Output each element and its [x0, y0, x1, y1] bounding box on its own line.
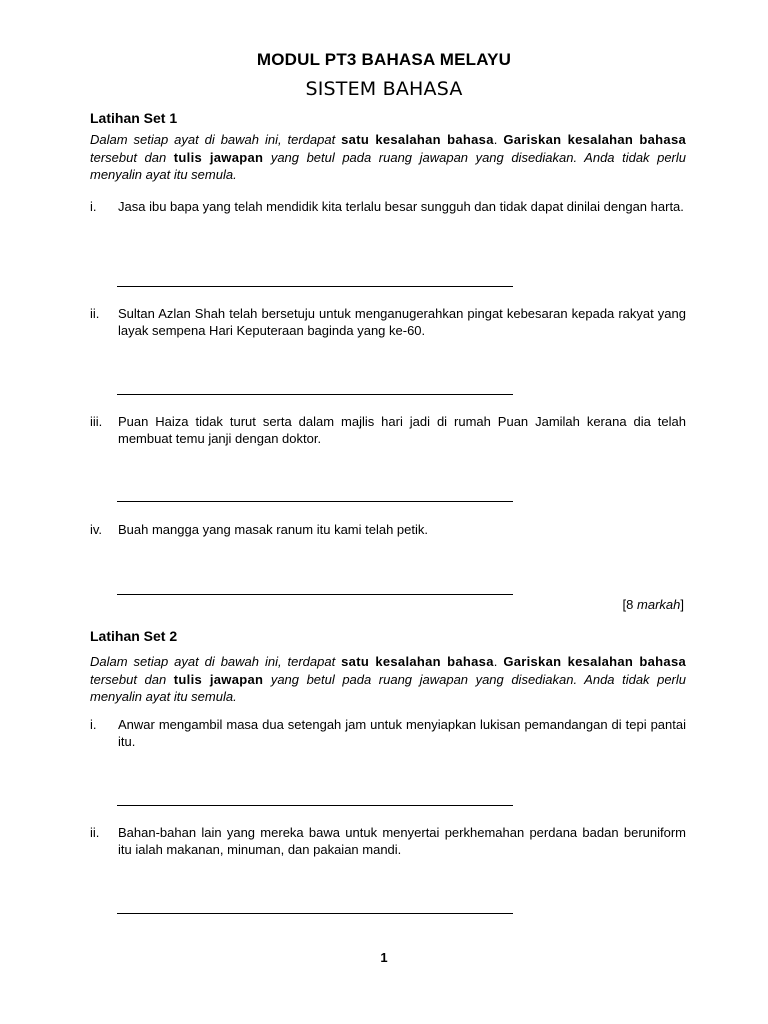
question-number: i.	[90, 717, 97, 732]
instr-bold-1: satu kesalahan bahasa	[341, 654, 494, 669]
instr-text-3: tersebut dan	[90, 149, 174, 165]
instr-text-1: Dalam setiap ayat di bawah ini, terdapat	[90, 132, 342, 147]
set2-heading: Latihan Set 2	[90, 628, 178, 644]
set2-answer-line-2[interactable]	[117, 913, 513, 914]
question-text: Jasa ibu bapa yang telah mendidik kita terlalu besar sungguh dan tidak dapat dinilai dengan harta.	[118, 199, 684, 214]
set1-instructions	[90, 131, 686, 184]
set1-marks	[623, 597, 684, 612]
instr-bold-1: satu kesalahan bahasa	[341, 132, 494, 147]
instr-text-4: yang betul pada ruang jawapan yang disediakan. Anda tidak perlu menyalin ayat itu semula.	[90, 149, 687, 182]
marks-close: ]	[680, 597, 684, 612]
instr-text-2: .	[493, 654, 504, 669]
instr-bold-2: Gariskan kesalahan bahasa	[503, 132, 687, 147]
marks-word: markah	[637, 597, 681, 612]
instr-bold-2: Gariskan kesalahan bahasa	[503, 654, 687, 669]
page-number: 1	[380, 950, 388, 965]
set1-answer-line-3[interactable]	[117, 501, 513, 502]
set1-answer-line-4[interactable]	[117, 594, 513, 595]
set1-answer-line-2[interactable]	[117, 394, 513, 395]
page-subtitle: SISTEM BAHASA	[305, 78, 463, 100]
instr-text-1: Dalam setiap ayat di bawah ini, terdapat	[90, 654, 342, 669]
question-text: Anwar mengambil masa dua setengah jam untuk menyiapkan lukisan pemandangan di tepi pantai itu.	[118, 717, 686, 749]
set2-instructions	[90, 653, 686, 706]
instr-bold-3: tulis jawapan	[173, 671, 264, 687]
set2-answer-line-1[interactable]	[117, 805, 513, 806]
question-number: ii.	[90, 825, 100, 840]
page-title: MODUL PT3 BAHASA MELAYU	[256, 50, 512, 69]
question-number: i.	[90, 199, 97, 214]
set1-heading: Latihan Set 1	[90, 110, 178, 126]
question-text: Sultan Azlan Shah telah bersetuju untuk menganugerahkan pingat kebesaran kepada rakyat yang layak sempena Hari Keputeraan baginda yang ke-60.	[118, 306, 686, 338]
question-number: iii.	[90, 414, 103, 429]
question-text: Bahan-bahan lain yang mereka bawa untuk menyertai perkhemahan perdana badan beruniform itu ialah makanan, minuman, dan pakaian mandi.	[118, 825, 686, 857]
instr-bold-3: tulis jawapan	[173, 149, 264, 165]
question-text: Puan Haiza tidak turut serta dalam majlis hari jadi di rumah Puan Jamilah kerana dia telah membuat temu janji dengan doktor.	[118, 414, 686, 446]
question-number: iv.	[90, 522, 103, 537]
question-number: ii.	[90, 306, 100, 321]
set1-answer-line-1[interactable]	[117, 286, 513, 287]
instr-text-3: tersebut dan	[90, 671, 174, 687]
instr-text-2: .	[493, 132, 504, 147]
marks-open: [8	[622, 597, 638, 612]
instr-text-4: yang betul pada ruang jawapan yang disediakan. Anda tidak perlu menyalin ayat itu semula.	[90, 671, 687, 704]
question-text: Buah mangga yang masak ranum itu kami telah petik.	[118, 522, 429, 537]
